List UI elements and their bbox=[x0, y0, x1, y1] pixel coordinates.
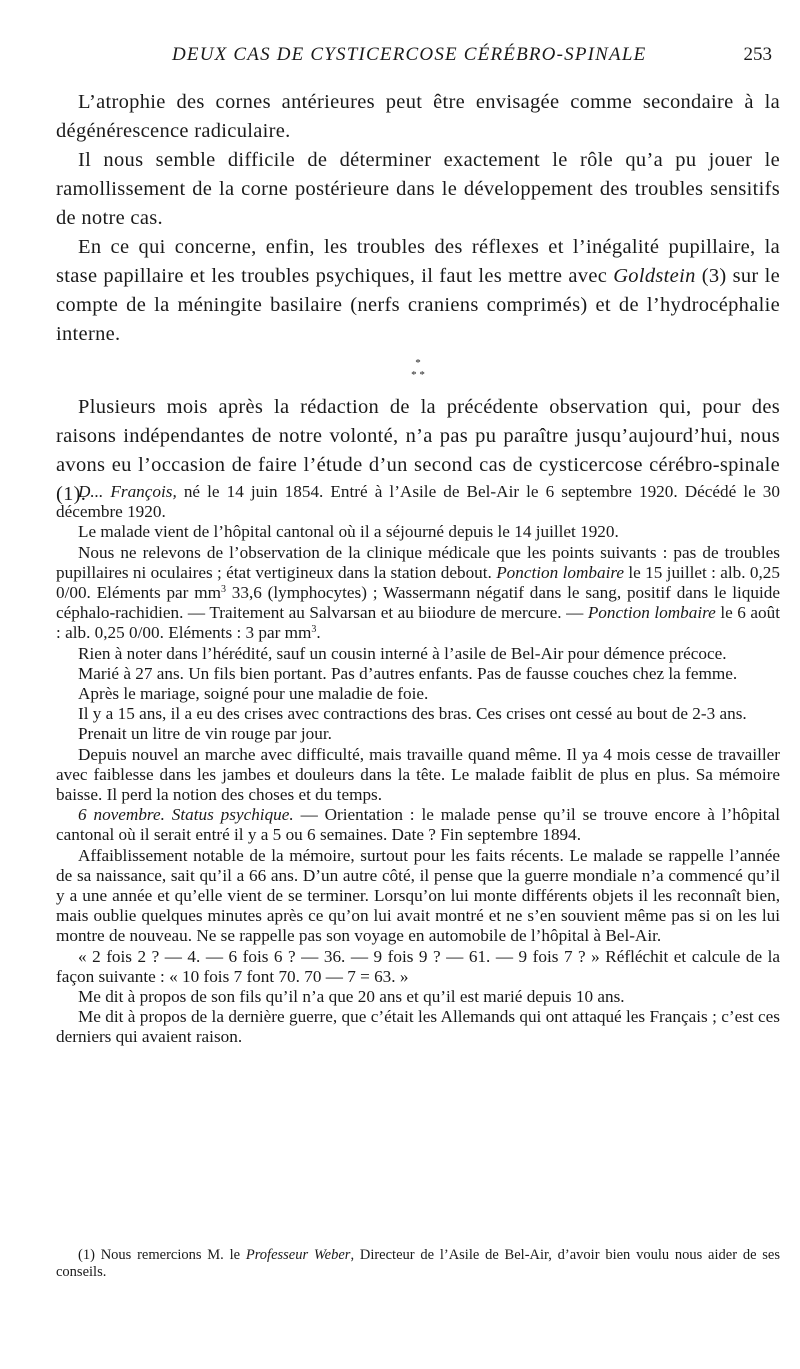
text-run: (3) sur le compte de la méningite basilaire (nerfs craniens comprimés) et de l’hydrocéphalie interne. bbox=[56, 265, 780, 345]
italic-term: Ponction lombaire bbox=[496, 562, 625, 582]
author-name: Goldstein bbox=[613, 265, 696, 287]
paragraph: Me dit à propos de la dernière guerre, que c’était les Allemands qui ont attaqué les Français ; c’est ces derniers qui avaient raison. bbox=[56, 1007, 780, 1047]
section-separator bbox=[56, 357, 780, 381]
paragraph bbox=[56, 482, 780, 522]
text-run: , Directeur de l’Asile de Bel-Air, d’avoir bien voulu nous aider de ses conseils. bbox=[56, 1247, 781, 1280]
separator-stars: * * bbox=[411, 369, 425, 381]
paragraph: Rien à noter dans l’hérédité, sauf un cousin interné à l’asile de Bel-Air pour démence précoce. bbox=[78, 643, 727, 663]
running-header bbox=[72, 44, 772, 74]
paragraph: Plusieurs mois après la rédaction de la précédente observation qui, pour des raisons indépendantes de notre volonté, n’a pas pu paraître jusqu’aujourd’hui, nous avons eu l’occasion de faire l’étude d’un second cas de cysticercose cérébro-spinale (1). bbox=[56, 396, 780, 505]
paragraph: « 2 fois 2 ? — 4. — 6 fois 6 ? — 36. — 9 fois 9 ? — 61. — 9 fois 7 ? » Réfléchit et calcule de la façon suivante : « 10 fois 7 font 70. 70 — 7 = 63. » bbox=[56, 946, 780, 986]
paragraph: Marié à 27 ans. Un fils bien portant. Pas d’autres enfants. Pas de fausse couches chez la femme. bbox=[78, 663, 738, 683]
footnote bbox=[56, 1247, 780, 1281]
text-run: né le 14 juin 1854. Entré à l’Asile de Bel-Air le 6 septembre 1920. Décédé le 30 décembre 1920. bbox=[56, 482, 780, 522]
text-run: 33,6 (lymphocytes) ; Wassermann négatif dans le sang, positif dans le liquide céphalo-rachidien. — Traitement au Salvarsan et au biiodure de mercure. — bbox=[56, 583, 780, 623]
italic-date: 6 novembre. Status psychique. bbox=[78, 805, 294, 825]
running-title: DEUX CAS DE CYSTICERCOSE CÉRÉBRO-SPINALE bbox=[172, 44, 647, 65]
text-run: (1) Nous remercions M. le bbox=[78, 1247, 246, 1263]
page-number: 253 bbox=[743, 44, 772, 65]
paragraph: Me dit à propos de son fils qu’il n’a que 20 ans et qu’il est marié depuis 10 ans. bbox=[78, 987, 625, 1007]
text-run: le 15 juillet : alb. 0,25 0/00. Eléments par mm bbox=[56, 562, 780, 603]
text-run: Nous ne relevons de l’observation de la clinique médicale que les points suivants : pas de troubles pupillaires ni oculaires ; état vertigineux dans la station debout. bbox=[56, 542, 780, 582]
observation-block bbox=[56, 482, 780, 1048]
paragraph: Après le mariage, soigné pour une maladie de foie. bbox=[78, 684, 429, 704]
italic-term: Ponction lombaire bbox=[587, 603, 716, 623]
separator-star: * bbox=[415, 357, 421, 369]
paragraph: Il nous semble difficile de déterminer exactement le rôle qu’a pu jouer le ramollissement de la corne postérieure dans le développement des troubles sensitifs de notre cas. bbox=[56, 149, 780, 229]
paragraph: Il y a 15 ans, il a eu des crises avec contractions des bras. Ces crises ont cessé au bout de 2-3 ans. bbox=[78, 704, 747, 724]
patient-name: D... François, bbox=[78, 482, 177, 501]
italic-name: Professeur Weber bbox=[245, 1247, 351, 1263]
paragraph bbox=[56, 543, 780, 644]
text-run: le 6 août : alb. 0,25 0/00. Eléments : 3 par mm bbox=[56, 603, 780, 643]
superscript: 3 bbox=[220, 584, 226, 596]
text-run: En ce qui concerne, enfin, les troubles des réflexes et l’inégalité pupillaire, la stase papillaire et les troubles psychiques, il faut les mettre avec bbox=[56, 236, 780, 287]
paragraph: L’atrophie des cornes antérieures peut être envisagée comme secondaire à la dégénérescence radiculaire. bbox=[56, 91, 780, 142]
paragraph bbox=[56, 805, 780, 845]
text-run: — Orientation : le malade pense qu’il se trouve encore à l’hôpital cantonal où il serait entré il y a 5 ou 6 semaines. Date ? Fin septembre 1894. bbox=[56, 805, 780, 845]
main-text bbox=[56, 88, 780, 509]
superscript: 3 bbox=[311, 624, 317, 636]
paragraph: Affaiblissement notable de la mémoire, surtout pour les faits récents. Le malade se rappelle l’année de sa naissance, sait qu’il a 66 ans. D’un autre côté, il pense que la guerre mondiale n’a commencé qu’il y a une année et qu’elle vient de se terminer. Lorsqu’on lui monte différents objets il les reconnaît bien, mais oublie quelques minutes après ce qu’on lui avait montré et ne s’en souvient même pas si on les lui montre de nouveau. Ne se rappelle pas son voyage en automobile de l’hôpital à Bel-Air. bbox=[56, 845, 780, 946]
paragraph: Prenait un litre de vin rouge par jour. bbox=[78, 724, 332, 744]
paragraph: Depuis nouvel an marche avec difficulté, mais travaille quand même. Il ya 4 mois cesse de travailler avec faiblesse dans les jambes et douleurs dans la tête. Le malade faiblit de plus en plus. Sa mémoire baisse. Il perd la notion des choses et du temps. bbox=[56, 744, 780, 805]
paragraph bbox=[56, 233, 780, 349]
paragraph: Le malade vient de l’hôpital cantonal où il a séjourné depuis le 14 juillet 1920. bbox=[78, 522, 619, 542]
text-run: . bbox=[316, 623, 321, 643]
